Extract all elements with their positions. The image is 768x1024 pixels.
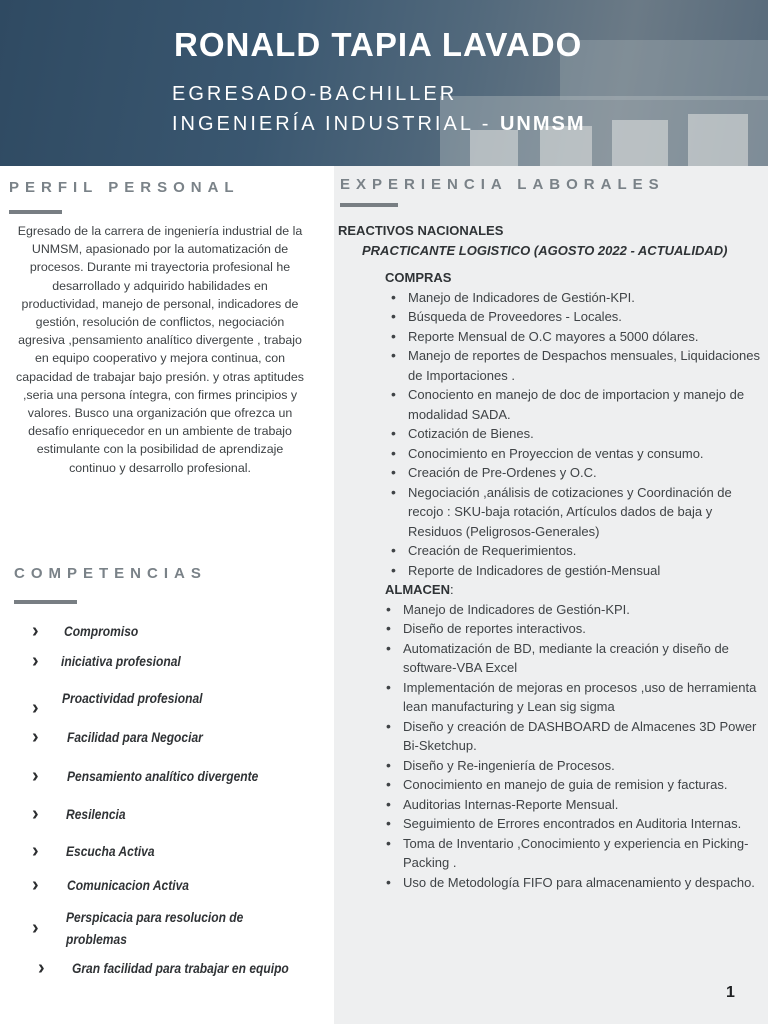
list-item: • Búsqueda de Proveedores - Locales. [386,307,764,327]
list-item: • Seguimiento de Errores encontrados en Auditoria Internas. [381,814,764,834]
skill-label: Proactividad profesional [62,690,203,706]
list-item: • Manejo de Indicadores de Gestión-KPI. [381,600,764,620]
list-item: • Conociento en manejo de doc de importacion y manejo de modalidad SADA. [386,385,764,424]
experience-title: EXPERIENCIA LABORALES [340,176,665,193]
header-banner [0,0,768,166]
chevron-right-icon: › [32,650,39,672]
skill-label: Pensamiento analítico divergente [67,768,259,784]
compras-list [386,288,764,581]
list-item: • Creación de Requerimientos. [386,541,764,561]
list-item: • Uso de Metodología FIFO para almacenamiento y despacho. [381,873,764,893]
skill-item [32,803,135,825]
list-item: • Conocimiento en manejo de guia de remision y facturas. [381,775,764,795]
skill-label: Compromiso [64,623,139,639]
subtitle-degree: EGRESADO-BACHILLER [172,83,458,105]
chevron-right-icon: › [32,726,39,748]
resume-name: RONALD TAPIA LAVADO [174,26,583,63]
skill-label: iniciativa profesional [61,653,181,669]
compras-heading: COMPRAS [385,270,452,285]
skill-label: Escucha Activa [66,843,155,859]
skill-label: Resilencia [66,806,126,822]
list-item: • Diseño y creación de DASHBOARD de Almacenes 3D Power Bi-Sketchup. [381,717,764,756]
almacen-heading-colon: : [450,582,454,597]
list-item: • Negociación ,análisis de cotizaciones y Coordinación de recojo : SKU-baja rotación, Artículos dados de baja y Residuos (Peligrosos-Generales) [386,483,764,542]
almacen-list [381,600,764,893]
almacen-heading [385,580,764,600]
profile-title-bar [9,210,62,214]
chevron-right-icon: › [32,803,39,825]
list-item: • Toma de Inventario ,Conocimiento y experiencia en Picking-Packing . [381,834,764,873]
chevron-right-icon: › [32,765,39,787]
list-item: • Conocimiento en Proyeccion de ventas y consumo. [386,444,764,464]
skill-label: Perspicacia para resolucion de [66,909,244,925]
list-item: • Reporte de Indicadores de gestión-Mensual [386,561,764,581]
skill-item [32,620,150,642]
subtitle-university: UNMSM [499,113,586,135]
skill-item [32,906,272,950]
skill-item [32,874,209,896]
experience-section [338,222,764,892]
skill-label-multiline [66,906,272,950]
experience-title-bar [340,203,398,207]
skills-title: COMPETENCIAS [14,565,207,582]
skill-label: Facilidad para Negociar [67,729,203,745]
chevron-right-icon: › [32,874,39,896]
skill-label: problemas [66,931,127,947]
window-shape [612,120,668,166]
list-item: • Manejo de reportes de Despachos mensuales, Liquidaciones de Importaciones . [386,346,764,385]
skill-item [32,957,324,979]
list-item: • Auditorias Internas-Reporte Mensual. [381,795,764,815]
chevron-right-icon: › [32,697,39,719]
skill-item [32,726,225,748]
list-item: • Implementación de mejoras en procesos ,uso de herramienta lean manufacturing y Lean sig sigma [381,678,764,717]
list-item: • Reporte Mensual de O.C mayores a 5000 dólares. [386,327,764,347]
job-role: PRACTICANTE LOGISTICO (AGOSTO 2022 - ACTUALIDAD) [362,243,728,258]
window-shape [688,114,748,166]
list-item: • Cotización de Bienes. [386,424,764,444]
skills-title-bar [14,600,77,604]
skill-label: Comunicacion Activa [67,877,189,893]
profile-title: PERFIL PERSONAL [9,179,240,196]
list-item: • Manejo de Indicadores de Gestión-KPI. [386,288,764,308]
chevron-right-icon: › [32,840,39,862]
skill-item [32,678,225,718]
skill-item [32,840,169,862]
chevron-right-icon: › [32,620,39,642]
skill-item [32,765,290,787]
subtitle-major-text: INGENIERÍA INDUSTRIAL - [172,113,500,135]
building-shape [560,40,768,100]
list-item: • Creación de Pre-Ordenes y O.C. [386,463,764,483]
page-number: 1 [726,984,735,1001]
chevron-right-icon: › [38,957,45,979]
almacen-heading-text: ALMACEN [385,582,450,597]
list-item: • Diseño y Re-ingeniería de Procesos. [381,756,764,776]
chevron-right-icon: › [32,917,39,939]
subtitle-major [172,113,586,136]
skill-label: Gran facilidad para trabajar en equipo [72,960,289,976]
list-item: • Diseño de reportes interactivos. [381,619,764,639]
skill-item [32,650,200,672]
company-name: REACTIVOS NACIONALES [338,223,504,238]
profile-text: Egresado de la carrera de ingeniería industrial de la UNMSM, apasionado por la automatización de procesos. Durante mi trayectoria profesional he desarrollado y adquirido habilidades en productividad, manejo de personal, indicadores de gestión, resolución de conflictos, negociación agresiva ,pensamiento analítico divergente , trabajo en equipo cooperativo y mejora continua, con capacidad de trabajar bajo presión. y otras aptitudes ,seria una persona íntegra, con firmes principios y valores. Busco una organización que ofrezca un desafío enriquecedor en un ambiente de trabajo estimulante con la posibilidad de aprendizaje continuo y desarrollo profesional. [16,224,304,475]
list-item: • Automatización de BD, mediante la creación y diseño de software-VBA Excel [381,639,764,678]
